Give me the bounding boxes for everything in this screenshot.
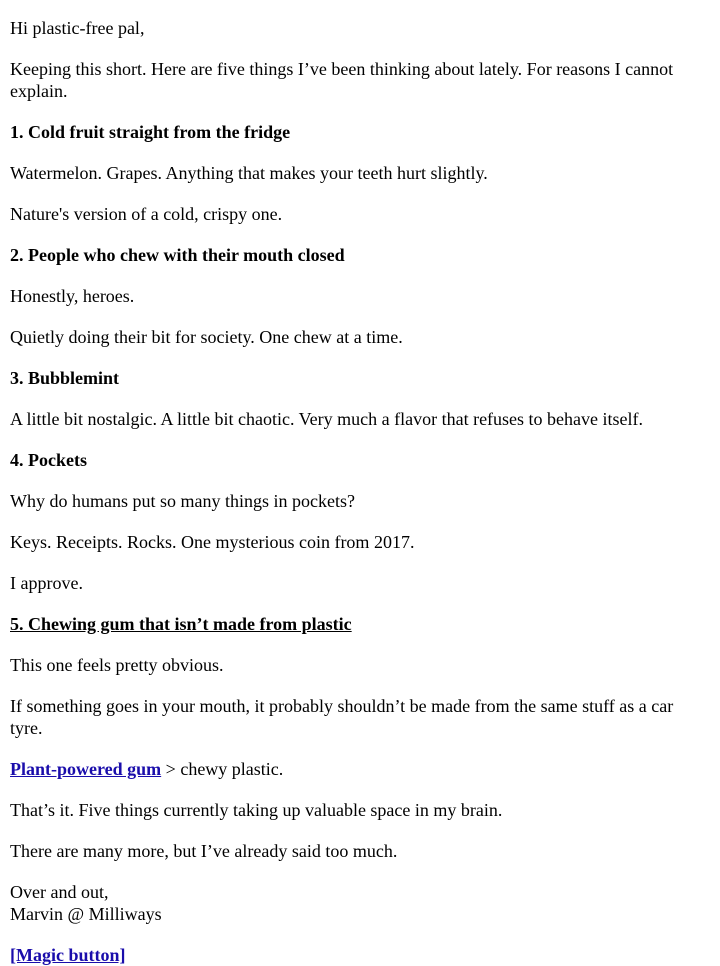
sign-off-line: Over and out, bbox=[10, 882, 109, 902]
item-heading-text[interactable]: 5. Chewing gum that isn’t made from plastic bbox=[10, 614, 352, 634]
item-paragraph: Why do humans put so many things in pockets? bbox=[10, 491, 355, 511]
magic-button[interactable]: [Magic button] bbox=[10, 945, 126, 965]
item-heading-linked[interactable] bbox=[10, 613, 690, 635]
item-paragraph: Nature's version of a cold, crispy one. bbox=[10, 204, 283, 224]
item-paragraph: Honestly, heroes. bbox=[10, 286, 135, 306]
item-paragraph: Quietly doing their bit for society. One chew at a time. bbox=[10, 327, 403, 347]
magic-button-line bbox=[10, 944, 690, 966]
link-line bbox=[10, 758, 690, 780]
item-5 bbox=[10, 613, 690, 739]
link-line-rest: > chewy plastic. bbox=[161, 759, 284, 779]
item-paragraph: This one feels pretty obvious. bbox=[10, 655, 224, 675]
item-heading: 4. Pockets bbox=[10, 450, 87, 470]
sender-name: Marvin @ Milliways bbox=[10, 904, 162, 924]
intro-paragraph: Keeping this short. Here are five things I’ve been thinking about lately. For reasons I cannot explain. bbox=[10, 59, 674, 101]
item-heading: 2. People who chew with their mouth closed bbox=[10, 245, 345, 265]
greeting: Hi plastic-free pal, bbox=[10, 18, 145, 38]
item-paragraph: Watermelon. Grapes. Anything that makes your teeth hurt slightly. bbox=[10, 163, 488, 183]
item-paragraph: If something goes in your mouth, it probably shouldn’t be made from the same stuff as a car tyre. bbox=[10, 696, 674, 738]
item-heading: 1. Cold fruit straight from the fridge bbox=[10, 122, 291, 142]
item-3 bbox=[10, 367, 690, 430]
sign-off bbox=[10, 881, 690, 925]
item-paragraph: I approve. bbox=[10, 573, 83, 593]
item-paragraph: Keys. Receipts. Rocks. One mysterious coin from 2017. bbox=[10, 532, 415, 552]
item-2 bbox=[10, 244, 690, 348]
item-4 bbox=[10, 449, 690, 594]
item-paragraph: A little bit nostalgic. A little bit chaotic. Very much a flavor that refuses to behave itself. bbox=[10, 409, 644, 429]
item-heading: 3. Bubblemint bbox=[10, 368, 120, 388]
item-1 bbox=[10, 121, 690, 225]
plant-powered-gum-link[interactable]: Plant-powered gum bbox=[10, 759, 162, 779]
closing-paragraph: There are many more, but I’ve already said too much. bbox=[10, 841, 398, 861]
closing-paragraph: That’s it. Five things currently taking up valuable space in my brain. bbox=[10, 800, 503, 820]
